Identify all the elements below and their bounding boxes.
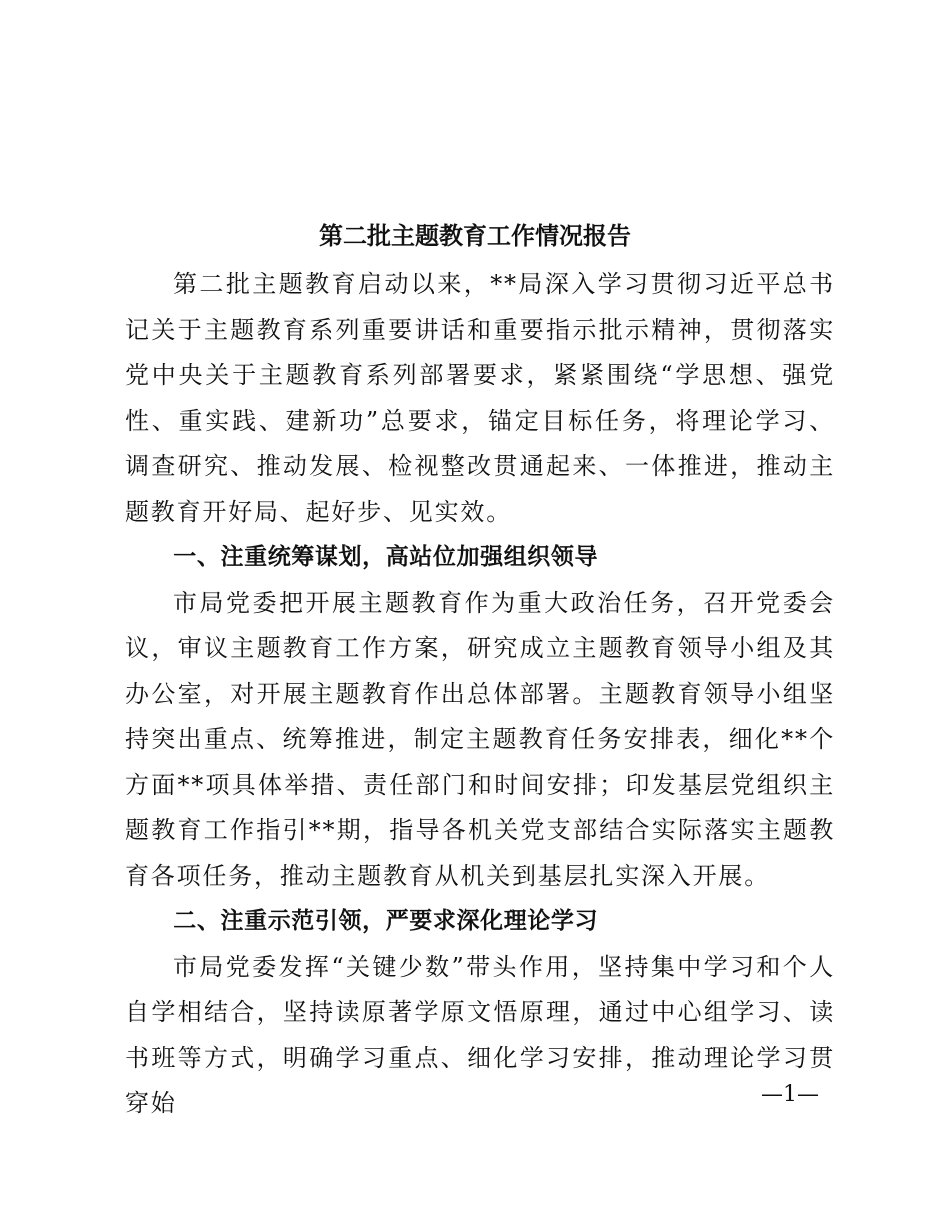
intro-paragraph: 第二批主题教育启动以来，**局深入学习贯彻习近平总书记关于主题教育系列重要讲话和重要指示批示精神，贯彻落实党中央关于主题教育系列部署要求，紧紧围绕“学思想、强党性、重实践、建新功”总要求，锚定目标任务，将理论学习、调查研究、推动发展、检视整改贯通起来、一体推进，推动主题教育开好局、起好步、见实效。 (125, 270, 835, 526)
document-title: 第二批主题教育工作情况报告 (319, 221, 631, 250)
section-heading-2: 二、注重示范引领，严要求深化理论学习 (173, 908, 599, 934)
section-paragraph-1: 市局党委把开展主题教育作为重大政治任务，召开党委会议，审议主题教育工作方案，研究成立主题教育领导小组及其办公室，对开展主题教育作出总体部署。主题教育领导小组坚持突出重点、统筹推进，制定主题教育任务安排表，细化**个方面**项具体举措、责任部门和时间安排；印发基层党组织主题教育工作指引**期，指导各机关党支部结合实际落实主题教育各项任务，推动主题教育从机关到基层扎实深入开展。 (125, 588, 835, 890)
section-paragraph-2: 市局党委发挥“关键少数”带头作用，坚持集中学习和个人自学相结合，坚持读原著学原文悟原理，通过中心组学习、读书班等方式，明确学习重点、细化学习安排，推动理论学习贯穿始 (125, 952, 835, 1117)
document-body (125, 262, 835, 1127)
page-number: —1— (761, 1082, 819, 1107)
section-heading-1: 一、注重统筹谋划，高站位加强组织领导 (173, 544, 599, 570)
